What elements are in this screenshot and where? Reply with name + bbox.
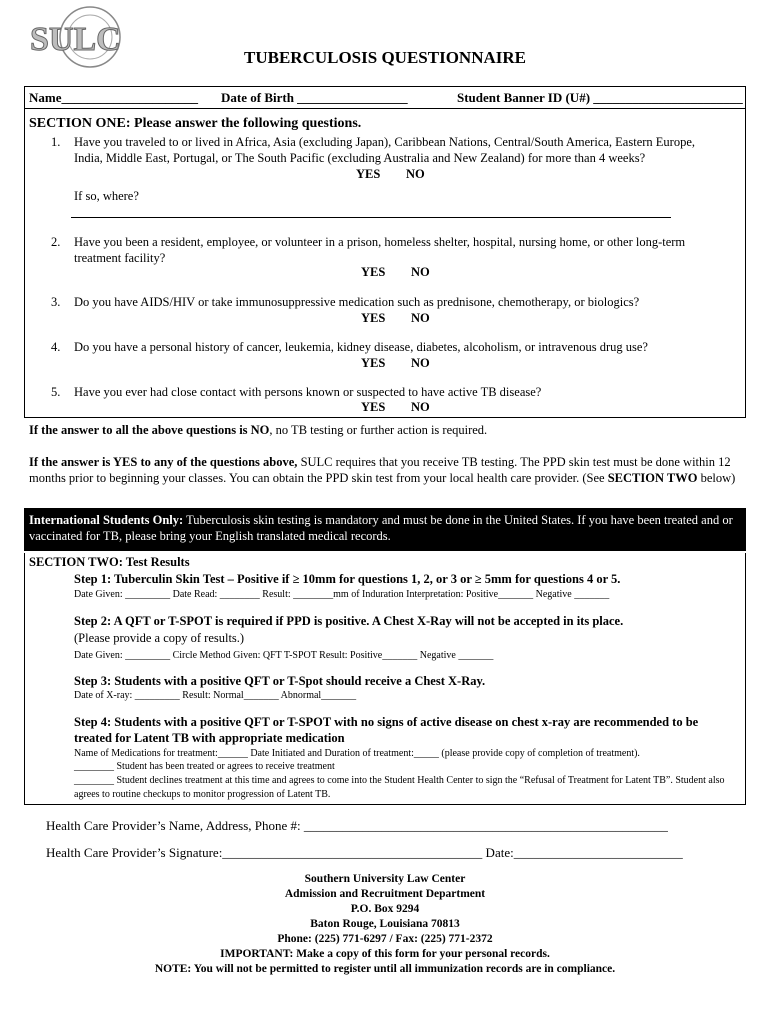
step3-fields[interactable]: Date of X-ray: _________ Result: Normal_______ Abnormal_______ <box>74 690 357 701</box>
yes-option[interactable]: YES <box>361 311 386 325</box>
question-text: Have you been a resident, employee, or volunteer in a prison, homeless shelter, hospital, nursing home, or other long-term treatment facility? <box>74 235 686 265</box>
step1-heading: Step 1: Tuberculin Skin Test – Positive if ≥ 10mm for questions 1, 2, or 3 or ≥ 5mm for questions 4 or 5. <box>74 572 621 586</box>
no-option[interactable]: NO <box>411 265 430 279</box>
registration-note: NOTE: You will not be permitted to register until all immunization records are in compliance. <box>154 963 616 975</box>
question-text: Do you have a personal history of cancer, leukemia, kidney disease, diabetes, alcoholism, or intravenous drug use? <box>74 340 648 354</box>
question-text: Have you ever had close contact with persons known or suspected to have active TB disease? <box>74 385 542 399</box>
footer-line: Baton Rouge, Louisiana 70813 <box>310 918 460 930</box>
question-text: Do you have AIDS/HIV or take immunosuppressive medication such as prednisone, chemotherapy, or biologics? <box>74 295 640 309</box>
step1-fields[interactable]: Date Given: _________ Date Read: ________ Result: ________mm of Induration Interpretation: Positive_______ Negative _______ <box>74 589 610 600</box>
section-one-heading: SECTION ONE: Please answer the following questions. <box>29 116 362 131</box>
provider-info-field[interactable]: Health Care Provider’s Name, Address, Phone #: ________________________________________________________ <box>46 818 668 833</box>
step3-heading: Step 3: Students with a positive QFT or T-Spot should receive a Chest X-Ray. <box>74 674 486 688</box>
footer-line: Admission and Recruitment Department <box>284 888 486 900</box>
question-text: Have you traveled to or lived in Africa, Asia (excluding Japan), Caribbean Nations, Central/South America, Eastern Europe, India, Middle East, Portugal, or The South Pacific (excluding Australia and New Zealand) for more than 4 weeks? <box>74 135 695 165</box>
yes-option[interactable]: YES <box>361 356 386 370</box>
dob-field[interactable]: Date of Birth _________________ <box>221 90 408 105</box>
important-note: IMPORTANT: Make a copy of this form for your personal records. <box>220 948 550 960</box>
banner-id-field[interactable]: Student Banner ID (U#) _______________________ <box>457 90 743 105</box>
page-title: TUBERCULOSIS QUESTIONNAIRE <box>244 48 526 67</box>
step4-heading: Step 4: Students with a positive QFT or T-SPOT with no signs of active disease on chest x-ray are recommended to be treated for Latent TB with appropriate medication <box>74 715 699 745</box>
provider-signature-field[interactable]: Health Care Provider’s Signature:________________________________________ Date:__________________________ <box>46 845 683 860</box>
divider <box>24 417 746 418</box>
svg-text:SULC: SULC <box>30 21 121 58</box>
footer-line: P.O. Box 9294 <box>350 903 420 915</box>
step4-declines-line[interactable]: ________ Student declines treatment at this time and agrees to come into the Student Health Center to sign the “Refusal of Treatment for Latent TB”. Student also agrees to routine checkups to monitor progression of Latent TB. <box>74 775 725 800</box>
question-number: 2. <box>51 235 61 249</box>
international-notice: International Students Only: Tuberculosis skin testing is mandatory and must be done in the United States. If you have been treated and or vaccinated for TB, please bring your English translated medical records. <box>24 508 746 551</box>
yes-option[interactable]: YES <box>361 265 386 279</box>
step2-note: (Please provide a copy of results.) <box>74 631 245 645</box>
question-number: 5. <box>51 385 61 399</box>
yes-option[interactable]: YES <box>361 400 386 414</box>
no-note: If the answer to all the above questions is NO, no TB testing or further action is required. <box>29 423 488 437</box>
no-option[interactable]: NO <box>411 356 430 370</box>
followup-label: If so, where? <box>74 189 139 203</box>
step4-treated-line[interactable]: ________ Student has been treated or agrees to receive treatment <box>74 761 335 772</box>
no-option[interactable]: NO <box>406 167 425 181</box>
question-number: 4. <box>51 340 61 354</box>
name-field[interactable]: Name_____________________ <box>29 90 198 105</box>
section-two-heading: SECTION TWO: Test Results <box>29 555 190 569</box>
question-number: 3. <box>51 295 61 309</box>
step4-medication-line[interactable]: Name of Medications for treatment:______ Date Initiated and Duration of treatment:_____ (please provide copy of completion of treatment). <box>74 748 640 759</box>
step2-heading: Step 2: A QFT or T-SPOT is required if PPD is positive. A Chest X-Ray will not be accepted in its place. <box>74 614 624 628</box>
footer-line: Phone: (225) 771-6297 / Fax: (225) 771-2372 <box>277 933 493 945</box>
no-option[interactable]: NO <box>411 400 430 414</box>
no-option[interactable]: NO <box>411 311 430 325</box>
step2-fields[interactable]: Date Given: _________ Circle Method Given: QFT T-SPOT Result: Positive_______ Negative _______ <box>74 650 494 661</box>
footer-line: Southern University Law Center <box>304 873 466 885</box>
header-row <box>24 86 746 108</box>
yes-note: If the answer is YES to any of the questions above, SULC requires that you receive TB testing. The PPD skin test must be done within 12 months prior to beginning your classes. You can obtain the PPD skin test from your local health care provider. (See SECTION TWO below) <box>29 455 736 485</box>
question-number: 1. <box>51 135 61 149</box>
where-answer-line[interactable] <box>71 217 671 218</box>
yes-option[interactable]: YES <box>356 167 381 181</box>
